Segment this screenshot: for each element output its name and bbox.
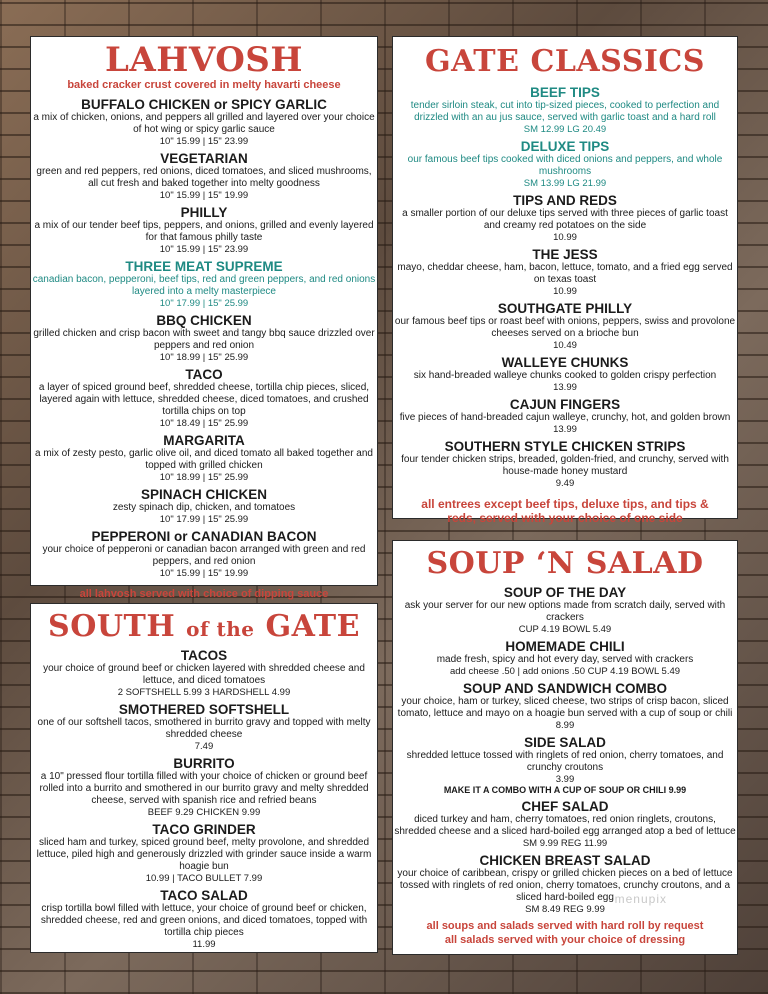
item-desc: made fresh, spicy and hot every day, served with crackers: [436, 654, 694, 665]
south-of-the-gate-panel: [30, 603, 378, 953]
item-desc: your choice, ham or turkey, sliced cheese, two strips of crisp bacon, sliced tomato, lettuce and mayo on a hoagie bun served with a cup of soup or chili: [397, 696, 733, 719]
title-part: of the: [186, 617, 255, 641]
item-price: 10" 15.99 | 15" 23.99: [159, 136, 249, 147]
menu-item: [31, 756, 377, 818]
item-price: 10" 17.99 | 15" 25.99: [159, 514, 249, 525]
item-name: TACO: [185, 367, 223, 382]
item-desc: a mix of chicken, onions, and peppers all grilled and layered over your choice of hot wing or spicy garlic sauce: [33, 112, 375, 135]
soup-n-salad-panel: [392, 540, 738, 955]
item-price: 10.99: [553, 286, 577, 297]
menu-item: [393, 85, 737, 135]
menu-item: [393, 681, 737, 731]
menu-item: [393, 735, 737, 795]
item-desc: a layer of spiced ground beef, shredded cheese, tortilla chip pieces, sliced, layered again with lettuce, shredded cheese, diced tomatoes, and crushed tortilla chips on top: [38, 382, 370, 417]
item-name: SOUTHGATE PHILLY: [497, 301, 633, 316]
item-name: SOUP AND SANDWICH COMBO: [462, 681, 667, 696]
item-desc: our famous beef tips or roast beef with onions, peppers, swiss and provolone cheeses served on a brioche bun: [394, 316, 736, 339]
item-desc: canadian bacon, pepperoni, beef tips, red and green peppers, and red onions layered into a melty masterpiece: [32, 274, 376, 297]
menu-item: [393, 585, 737, 635]
item-desc: green and red peppers, red onions, diced tomatoes, and sliced mushrooms, all cut fresh and baked together into melty goodness: [36, 166, 372, 189]
item-desc: our famous beef tips cooked with diced onions and peppers, and whole mushrooms: [407, 154, 723, 177]
item-desc: zesty spinach dip, chicken, and tomatoes: [112, 502, 296, 513]
menu-item: [393, 139, 737, 189]
item-price: 8.99: [555, 720, 575, 731]
menu-item: [393, 397, 737, 435]
item-desc: diced turkey and ham, cherry tomatoes, red onion ringlets, croutons, shredded cheese and a sliced hard-boiled egg arranged atop a bed of lettuce: [394, 814, 736, 837]
item-desc: six hand-breaded walleye chunks cooked to golden crispy perfection: [413, 370, 717, 381]
item-desc: a 10" pressed flour tortilla filled with your choice of chicken or ground beef rolled into a burrito and smothered in our burrito gravy and melty shredded cheese, served with spanish rice and refried beans: [39, 771, 369, 806]
combo-note: MAKE IT A COMBO WITH A CUP OF SOUP OR CHILI 9.99: [443, 785, 687, 795]
menu-item: [393, 439, 737, 489]
item-desc: a smaller portion of our deluxe tips served with three pieces of garlic toast and creamy red potatoes on the side: [402, 208, 728, 231]
section-title: SOUP ‘N SALAD: [426, 546, 704, 581]
menu-item: [31, 97, 377, 147]
item-price: 10.49: [553, 340, 577, 351]
item-name: SMOTHERED SOFTSHELL: [118, 702, 290, 717]
menu-item: [31, 433, 377, 483]
item-desc: one of our softshell tacos, smothered in burrito gravy and topped with melty shredded cheese: [37, 717, 371, 740]
section-title: GATE CLASSICS: [425, 44, 705, 79]
item-price: SM 9.99 REG 11.99: [522, 838, 608, 849]
section-title: [31, 609, 377, 644]
menu-item: [31, 702, 377, 752]
title-part: SOUTH: [48, 609, 176, 644]
item-desc: mayo, cheddar cheese, ham, bacon, lettuce, tomato, and a fried egg served on texas toast: [397, 262, 733, 285]
item-price: 10" 18.49 | 15" 25.99: [159, 418, 249, 429]
item-price: 7.49: [194, 741, 214, 752]
menu-item: [393, 799, 737, 849]
item-desc: ask your server for our new options made from scratch daily, served with crackers: [404, 600, 726, 623]
item-desc: crisp tortilla bowl filled with lettuce, your choice of ground beef or chicken, shredded cheese, red and green onions, and diced tomatoes, topped with tortilla chip pieces: [40, 903, 368, 938]
footer-line: all soups and salads served with hard roll by request: [426, 920, 704, 932]
footer-line: all salads served with your choice of dressing: [444, 934, 686, 946]
item-price: 10.99: [553, 232, 577, 243]
menu-item: [393, 853, 737, 915]
item-desc: sliced ham and turkey, spiced ground beef, melty provolone, and shredded lettuce, piled high and generously drizzled with grinder sauce inside a warm hoagie bun: [36, 837, 372, 872]
menu-item: [31, 487, 377, 525]
menu-item: [393, 301, 737, 351]
item-desc: a mix of our tender beef tips, peppers, and onions, grilled and evenly layered for that famous philly taste: [34, 220, 374, 243]
item-name: PHILLY: [180, 205, 228, 220]
item-name: THE JESS: [532, 247, 598, 262]
item-price: 10" 15.99 | 15" 23.99: [159, 244, 249, 255]
item-price: 10" 15.99 | 15" 19.99: [159, 190, 249, 201]
item-desc: your choice of ground beef or chicken layered with shredded cheese and lettuce, and diced tomatoes: [43, 663, 365, 686]
item-name: CHICKEN BREAST SALAD: [479, 853, 651, 868]
item-price: 10" 18.99 | 15" 25.99: [159, 352, 249, 363]
menu-item: [31, 529, 377, 579]
item-desc: a mix of zesty pesto, garlic olive oil, and diced tomato all baked together and topped with grilled chicken: [35, 448, 373, 471]
item-name: BBQ CHICKEN: [156, 313, 252, 328]
item-price: 10" 18.99 | 15" 25.99: [159, 472, 249, 483]
item-name: SPINACH CHICKEN: [140, 487, 267, 502]
item-price: CUP 4.19 BOWL 5.49: [518, 624, 612, 635]
item-desc: your choice of caribbean, crispy or grilled chicken pieces on a bed of lettuce tossed with ringlets of red onion, cherry tomatoes, crunchy croutons, and a sliced hard-boiled egg: [397, 868, 733, 903]
item-price: SM 12.99 LG 20.49: [523, 124, 607, 135]
item-price: 10" 17.99 | 15" 25.99: [159, 298, 249, 309]
menu-item: [393, 247, 737, 297]
item-name: CAJUN FINGERS: [509, 397, 621, 412]
item-name: BURRITO: [173, 756, 235, 771]
item-price: 13.99: [553, 424, 577, 435]
item-name: SOUP OF THE DAY: [503, 585, 627, 600]
item-name: HOMEMADE CHILI: [505, 639, 625, 654]
item-desc: tender sirloin steak, cut into tip-sized pieces, cooked to perfection and drizzled with an au jus sauce, served with garlic toast and a hard roll: [410, 100, 720, 123]
menu-item: [31, 259, 377, 309]
section-footer: [393, 919, 737, 947]
section-subtitle: baked cracker crust covered in melty havarti cheese: [67, 79, 341, 91]
item-name: DELUXE TIPS: [520, 139, 610, 154]
section-footer: all entrees except beef tips, deluxe tips, and tips & reds, served with your choice of one side: [421, 497, 709, 525]
item-desc: four tender chicken strips, breaded, golden-fried, and crunchy, served with house-made honey mustard: [401, 454, 729, 477]
item-name: BUFFALO CHICKEN or SPICY GARLIC: [81, 97, 327, 112]
item-price: 13.99: [553, 382, 577, 393]
item-name: BEEF TIPS: [530, 85, 600, 100]
item-price: 10" 15.99 | 15" 19.99: [159, 568, 249, 579]
item-price: 10.99 | TACO BULLET 7.99: [145, 873, 263, 884]
item-desc: five pieces of hand-breaded cajun walleye, crunchy, hot, and golden brown: [399, 412, 731, 423]
item-price: 3.99: [555, 774, 575, 785]
item-desc: grilled chicken and crisp bacon with sweet and tangy bbq sauce drizzled over peppers and red onion: [33, 328, 375, 351]
item-price: add cheese .50 | add onions .50 CUP 4.19 BOWL 5.49: [449, 666, 681, 677]
menu-item: [31, 313, 377, 363]
menu-item: [31, 822, 377, 884]
item-name: WALLEYE CHUNKS: [501, 355, 629, 370]
item-desc: shredded lettuce tossed with ringlets of red onion, cherry tomatoes, and crunchy croutons: [406, 750, 724, 773]
gate-classics-panel: [392, 36, 738, 525]
menu-item: [31, 151, 377, 201]
item-name: PEPPERONI or CANADIAN BACON: [91, 529, 317, 544]
menu-item: [31, 648, 377, 698]
item-price: SM 13.99 LG 21.99: [523, 178, 607, 189]
item-name: TACO GRINDER: [152, 822, 256, 837]
item-name: TIPS AND REDS: [513, 193, 617, 208]
menu-item: [393, 639, 737, 677]
item-name: TACO SALAD: [160, 888, 248, 903]
lahvosh-panel: [30, 36, 378, 600]
item-price: 2 SOFTSHELL 5.99 3 HARDSHELL 4.99: [117, 687, 291, 698]
menu-item: [31, 888, 377, 950]
title-part: GATE: [265, 609, 360, 644]
section-title: LAHVOSH: [105, 40, 303, 80]
item-price: 9.49: [555, 478, 575, 489]
section-footer: all lahvosh served with choice of dipping sauce: [79, 588, 329, 600]
watermark: menupix: [614, 892, 667, 906]
item-name: SIDE SALAD: [524, 735, 606, 750]
menu-item: [31, 205, 377, 255]
item-name: MARGARITA: [163, 433, 245, 448]
item-price: BEEF 9.29 CHICKEN 9.99: [147, 807, 261, 818]
menu-item: [393, 355, 737, 393]
item-name: VEGETARIAN: [160, 151, 248, 166]
menu-item: [31, 367, 377, 429]
item-name: THREE MEAT SUPREME: [125, 259, 283, 274]
item-name: SOUTHERN STYLE CHICKEN STRIPS: [444, 439, 686, 454]
item-price: SM 8.49 REG 9.99: [525, 904, 605, 915]
item-name: CHEF SALAD: [521, 799, 609, 814]
item-name: TACOS: [180, 648, 228, 663]
menu-item: [393, 193, 737, 243]
item-price: 11.99: [192, 939, 216, 950]
item-desc: your choice of pepperoni or canadian bacon arranged with green and red peppers, and red onion: [42, 544, 366, 567]
